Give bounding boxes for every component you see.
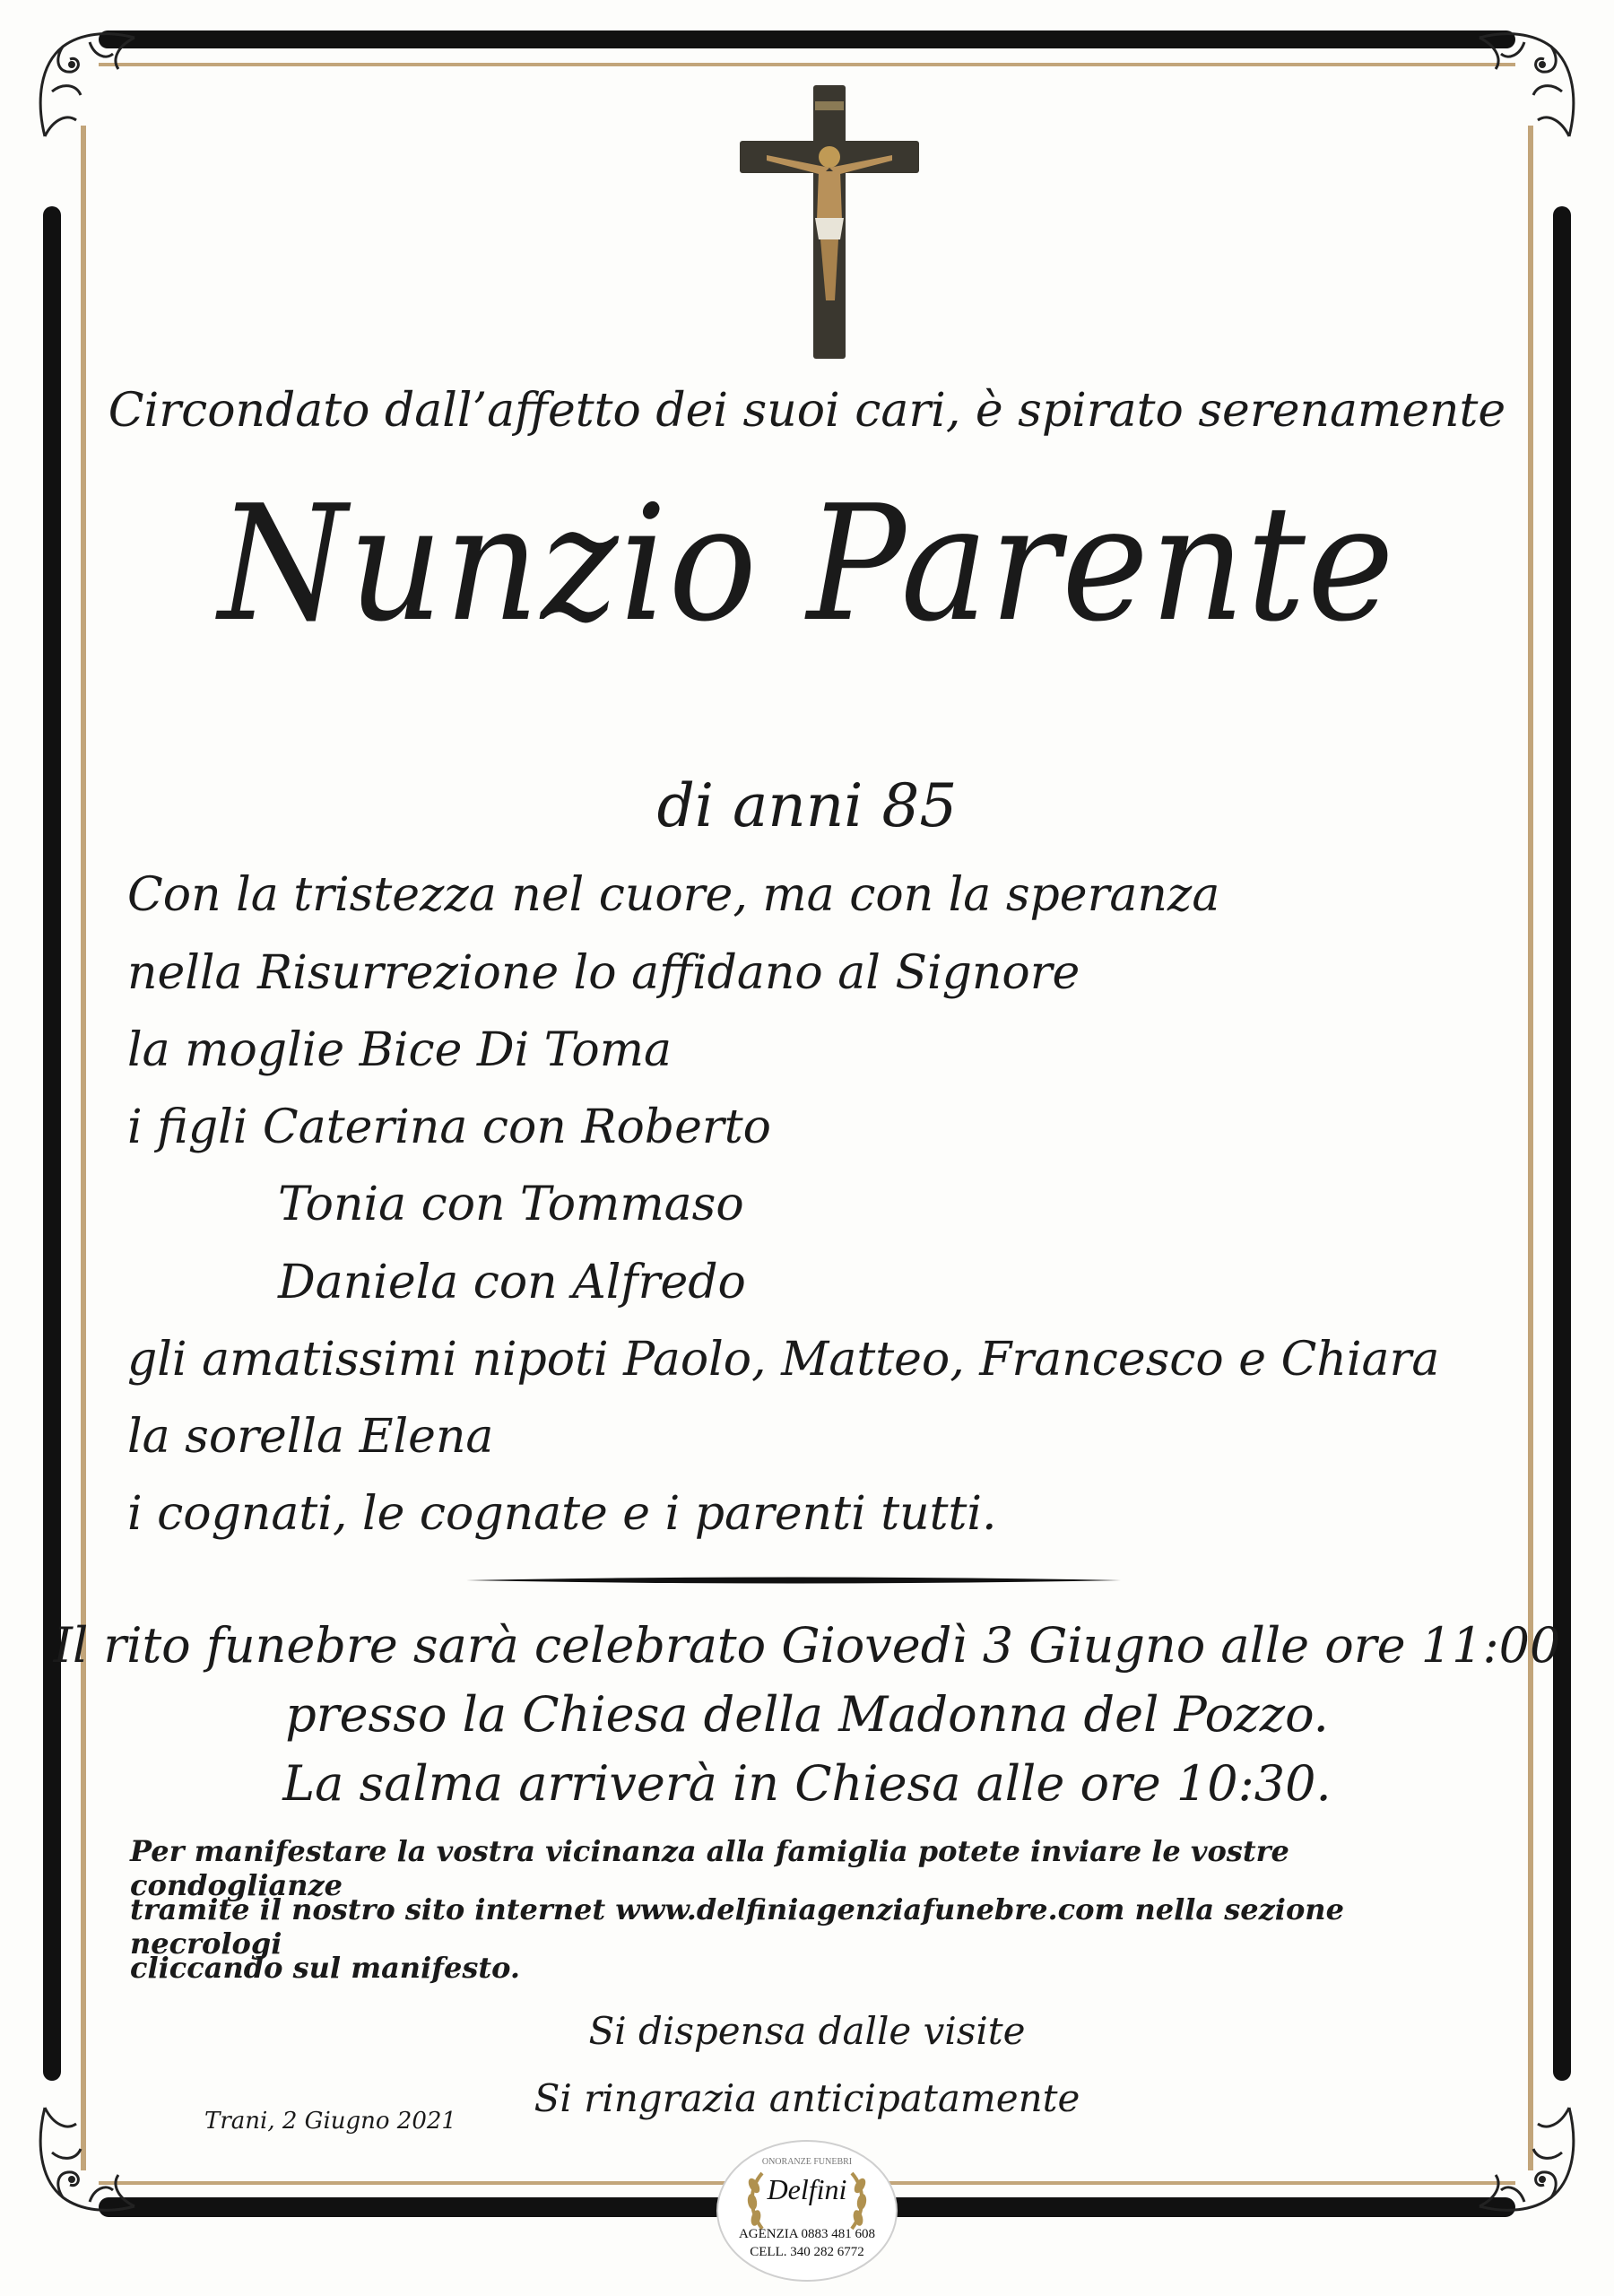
body-line: Con la tristezza nel cuore, ma con la speranza [127,868,1220,922]
funeral-line: presso la Chiesa della Madonna del Pozzo. [285,1686,1329,1743]
logo-caption: ONORANZE FUNEBRI [761,2157,853,2167]
condolence-notice-line: cliccando sul manifesto. [130,1951,521,1985]
intro-text: Circondato dall’affetto dei suoi cari, è spirato serenamente [108,384,1506,438]
logo-name: Delfini [767,2173,847,2205]
section-divider [466,1576,1121,1585]
closing-line: Si ringrazia anticipatamente [534,2076,1080,2120]
agency-phone: AGENZIA 0883 481 608 [738,2227,876,2241]
crucifix-icon [740,85,919,359]
body-line: la moglie Bice Di Toma [127,1023,672,1077]
body-line: la sorella Elena [127,1410,494,1464]
place-date: Trani, 2 Giugno 2021 [204,2108,456,2135]
funeral-line: La salma arriverà in Chiesa alle ore 10:30. [282,1755,1332,1812]
corner-ornament-icon [27,20,143,154]
age-text: di anni 85 [656,771,958,840]
agency-logo [713,2130,901,2283]
condolence-notice-line: Per manifestare la vostra vicinanza alla famiglia potete inviare le vostre condoglianze [130,1834,1289,1902]
condolence-notice-line: tramite il nostro sito internet www.delfiniagenziafunebre.com nella sezione necrologi [130,1892,1344,1961]
gold-line-top [99,63,1515,66]
body-line: Daniela con Alfredo [278,1256,746,1309]
body-line: Tonia con Tommaso [278,1178,744,1231]
body-line: i cognati, le cognate e i parenti tutti. [127,1487,997,1541]
body-line: gli amatissimi nipoti Paolo, Matteo, Francesco e Chiara [127,1333,1440,1387]
funeral-line: Il rito funebre sarà celebrato Giovedì 3 Giugno alle ore 11:00 [53,1617,1561,1674]
closing-line: Si dispensa dalle visite [588,2009,1026,2053]
deceased-name: Nunzio Parente [218,471,1396,657]
frame-top-bar [99,30,1515,48]
cell-phone: CELL. 340 282 6772 [750,2245,864,2259]
corner-ornament-icon [1471,20,1587,154]
body-line: i figli Caterina con Roberto [127,1100,771,1154]
body-line: nella Risurrezione lo affidano al Signore [127,946,1080,1000]
